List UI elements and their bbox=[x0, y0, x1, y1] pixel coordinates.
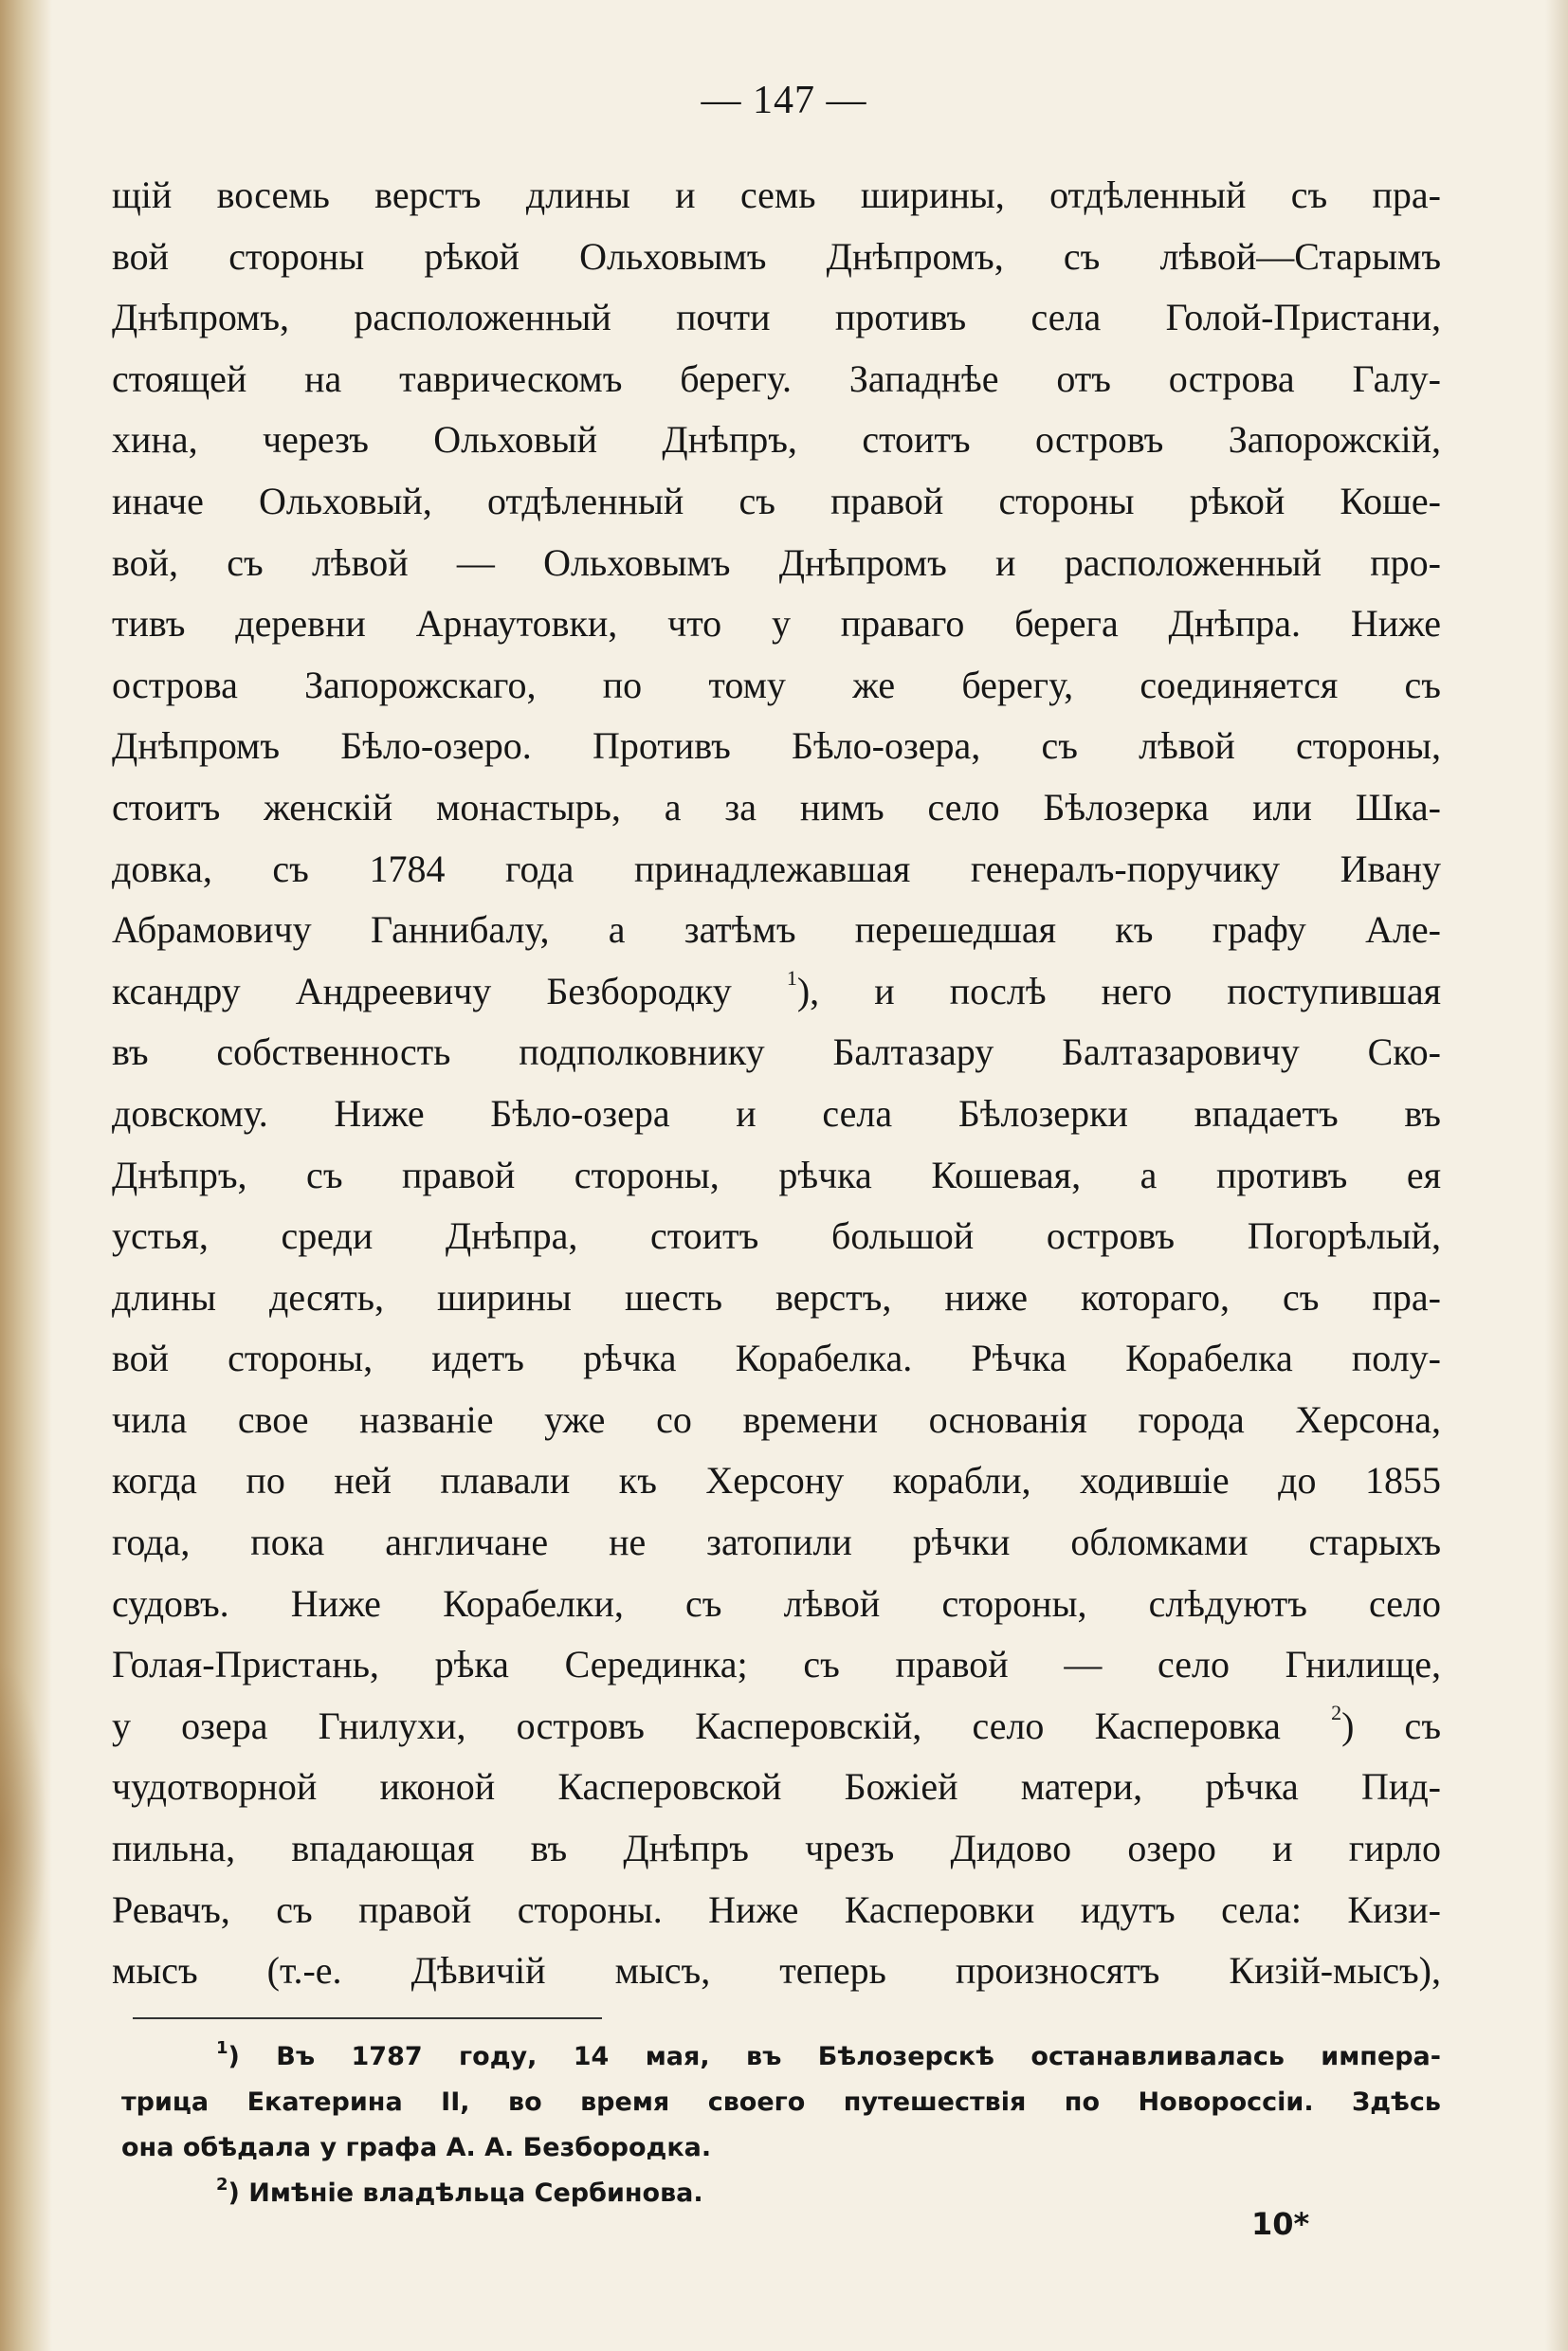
text-line: Голая-Пристань, рѣка Серединка; съ правой — село Гнилище, bbox=[112, 1643, 1441, 1686]
footnote-1-line: трица Екатерина II, во время своего путешествія по Новороссіи. Здѣсь bbox=[121, 2087, 1441, 2117]
text-segment: у озера Гнилухи, островъ Касперовскій, село Касперовка bbox=[112, 1704, 1281, 1747]
text-line: хина, черезъ Ольховый Днѣпръ, стоитъ островъ Запорожскій, bbox=[112, 418, 1441, 462]
text-line: вой, съ лѣвой — Ольховымъ Днѣпромъ и расположенный про- bbox=[112, 540, 1441, 584]
body-text bbox=[112, 165, 1441, 2002]
text-line: Днѣпромъ, расположенный почти противъ села Голой-Пристани, bbox=[112, 296, 1441, 339]
text-line: довскому. Ниже Бѣло-озера и села Бѣлозерки впадаетъ въ bbox=[112, 1091, 1441, 1135]
footnote-ref-2: 2 bbox=[1331, 1700, 1342, 1724]
text-line: острова Запорожскаго, по тому же берегу, соединяется съ bbox=[112, 663, 1441, 706]
text-line: чудотворной иконой Касперовской Божіей матери, рѣчка Пид- bbox=[112, 1765, 1441, 1809]
footnote-2-mark: 2 bbox=[216, 2175, 228, 2195]
footnotes bbox=[121, 2034, 1441, 2216]
text-segment: ) съ bbox=[1341, 1704, 1441, 1747]
text-segment: ), и послѣ него поступившая bbox=[796, 969, 1441, 1012]
text-line: Ревачъ, съ правой стороны. Ниже Касперовки идутъ села: Кизи- bbox=[112, 1887, 1441, 1931]
text-line: пильна, впадающая въ Днѣпръ чрезъ Дидово озеро и гирло bbox=[112, 1827, 1441, 1870]
text-line: стоящей на таврическомъ берегу. Западнѣе отъ острова Галу- bbox=[112, 356, 1441, 400]
footnote-ref-1: 1 bbox=[786, 965, 797, 990]
text-line: вой стороны, идетъ рѣчка Корабелка. Рѣчка Корабелка полу- bbox=[112, 1337, 1441, 1380]
page-edge-right bbox=[1545, 0, 1568, 2351]
footnote-1-line bbox=[121, 2034, 1441, 2080]
paper-stain bbox=[0, 1659, 47, 2019]
text-line: стоитъ женскій монастырь, а за нимъ село Бѣлозерка или Шка- bbox=[112, 785, 1441, 829]
text-line: Абрамовичу Ганнибалу, а затѣмъ перешедшая къ графу Але- bbox=[112, 908, 1441, 952]
text-line: устья, среди Днѣпра, стоитъ большой островъ Погорѣлый, bbox=[112, 1214, 1441, 1258]
text-line: тивъ деревни Арнаутовки, что у праваго берега Днѣпра. Ниже bbox=[112, 602, 1441, 646]
footnote-2-text: ) Имѣніе владѣльца Сербинова. bbox=[228, 2178, 703, 2208]
text-line: мысъ (т.-е. Дѣвичій мысъ, теперь произносятъ Кизій-мысъ), bbox=[112, 1949, 1441, 1993]
footnote-1-line: она обѣдала у графа А. А. Безбородка. bbox=[121, 2133, 712, 2162]
text-line: судовъ. Ниже Корабелки, съ лѣвой стороны, слѣдуютъ село bbox=[112, 1581, 1441, 1625]
text-line: иначе Ольховый, отдѣленный съ правой стороны рѣкой Коше- bbox=[112, 479, 1441, 522]
footnote-1-text: ) Въ 1787 году, 14 мая, въ Бѣлозерскѣ останавливалась импера- bbox=[228, 2042, 1441, 2071]
text-line: когда по ней плавали къ Херсону корабли, ходившіе до 1855 bbox=[112, 1459, 1441, 1503]
printer-signature: 10* bbox=[1251, 2206, 1310, 2242]
footnote-1-mark: 1 bbox=[216, 2038, 228, 2058]
footnote-2-line bbox=[121, 2171, 1441, 2216]
text-line: года, пока англичане не затопили рѣчки обломками старыхъ bbox=[112, 1521, 1441, 1564]
footnote-divider bbox=[133, 2017, 602, 2019]
text-line: Днѣпръ, съ правой стороны, рѣчка Кошевая, а противъ ея bbox=[112, 1153, 1441, 1196]
text-line: въ собственность подполковнику Балтазару Балтазаровичу Ско- bbox=[112, 1030, 1441, 1074]
text-line bbox=[112, 961, 1441, 1023]
page-number: — 147 — bbox=[701, 79, 867, 122]
text-line: щій восемь верстъ длины и семь ширины, отдѣленный съ пра- bbox=[112, 173, 1441, 216]
text-line bbox=[112, 1696, 1441, 1758]
text-line: длины десять, ширины шесть верстъ, ниже котораго, съ пра- bbox=[112, 1275, 1441, 1319]
text-line: чила свое названіе уже со времени основанія города Херсона, bbox=[112, 1397, 1441, 1441]
text-line: Днѣпромъ Бѣло-озеро. Противъ Бѣло-озера, съ лѣвой стороны, bbox=[112, 724, 1441, 768]
text-line: вой стороны рѣкой Ольховымъ Днѣпромъ, съ лѣвой—Старымъ bbox=[112, 234, 1441, 278]
text-segment: ксандру Андреевичу Безбородку bbox=[112, 969, 732, 1012]
text-line: довка, съ 1784 года принадлежавшая генералъ-поручику Ивану bbox=[112, 847, 1441, 890]
